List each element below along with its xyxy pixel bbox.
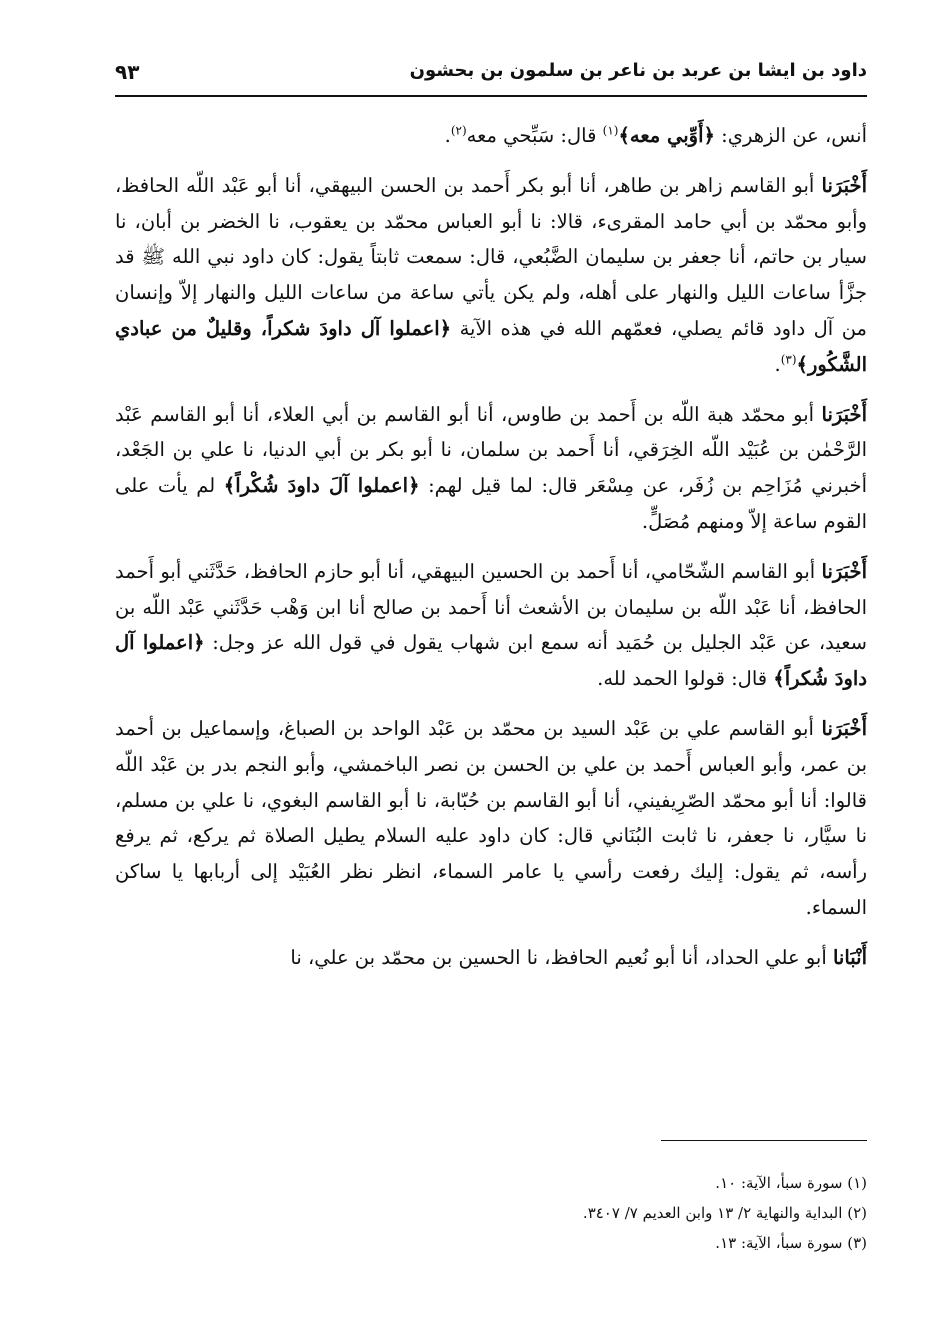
text-run: قال: قولوا الحمد لله. <box>597 667 774 691</box>
paragraph <box>115 554 867 697</box>
text-run: لم يأت على القوم ساعة إلاّ ومنهم مُصَلٍّ. <box>115 474 867 533</box>
text-run: أبو القاسم زاهر بن طاهر، أنا أبو بكر أَحمد بن الحسن البيهقي، أنا أبو عَبْد اللّه الحافظ، وأبو محمّد بن أبي حامد المقرىء، قالا: نا أبو العباس محمّد بن يعقوب، نا الخضر بن أبان، نا سيار بن حاتم، أنا جعفر بن سليمان الضَّبُعي، قال: سمعت ثابتاً يقول: كان داود نبي الله ﷺ قد جزَّأ ساعات الليل والنهار على أهله، ولم يكن يأتي ساعة من ساعات الليل والنهار إلاّ وإنسان من آل داود قائم يصلي، فعمّهم الله في هذه الآية <box>115 173 867 340</box>
text-run: أبو علي الحداد، أنا أبو نُعيم الحافظ، نا الحسين بن محمّد بن علي، نا <box>290 945 833 969</box>
page-number: ٩٣ <box>115 60 140 84</box>
text-run: أبو القاسم الشّحّامي، أنا أَحمد بن الحسين البيهقي، أنا أبو حازم الحافظ، حَدَّثَني أبو أَحمد الحافظ، أنا عَبْد اللّه بن سليمان بن الأشعث أنا أَحمد بن صالح أنا ابن وَهْب حَدَّثَني عَبْد اللّه بن سعيد، عن عَبْد الجليل بن حُمَيد أنه سمع ابن شهاب يقول في قول الله عز وجل: <box>115 559 868 655</box>
footnote <box>115 1228 867 1258</box>
footnote <box>115 1168 867 1198</box>
narration-keyword: أَنْبَانا <box>832 945 867 969</box>
text-run: قال: سَبِّحي معه <box>466 124 603 147</box>
running-header <box>115 52 867 92</box>
paragraph <box>115 711 867 926</box>
footnote-ref: (١) <box>602 123 619 138</box>
footnote <box>115 1198 867 1228</box>
footnote-number: (٣) <box>847 1234 867 1252</box>
text-run: . <box>774 352 781 376</box>
footnote-ref: (٢) <box>450 123 467 138</box>
paragraph <box>115 397 867 540</box>
narration-keyword: أَخْبَرَنا <box>821 402 867 426</box>
header-rule <box>115 95 867 97</box>
footnotes <box>115 1168 867 1258</box>
footnote-number: (١) <box>847 1174 867 1192</box>
footnote-text: سورة سبأ، الآية: ١٠. <box>715 1174 843 1192</box>
narration-keyword: أَخْبَرَنا <box>821 559 867 583</box>
quran-quote: ﴿اعملوا آل داودَ شُكراً﴾ <box>115 631 867 691</box>
narration-keyword: أَخْبَرَنا <box>821 716 867 740</box>
footnote-number: (٢) <box>847 1204 867 1222</box>
paragraph <box>115 168 867 383</box>
quran-quote: ﴿أَوِّبي معه﴾ <box>618 124 715 147</box>
text-run: أنس، عن الزهري: <box>714 124 867 147</box>
text-run: أبو القاسم علي بن عَبْد السيد بن محمّد بن عَبْد الواحد بن الصباغ، وإسماعيل بن أحمد بن عمر، وأبو العباس أَحمد بن علي بن الحسن بن نصر الباخمشي، وأبو النجم بدر بن عَبْد اللّه قالوا: أنا أبو محمّد الصّرِيفيني، أنا أبو القاسم بن حُبّابة، نا أبو القاسم البغوي، نا علي بن مسلم، نا سيَّار، نا جعفر، نا ثابت البُنَاني قال: كان داود عليه السلام يطيل الصلاة ثم يركع، ثم يرفع رأسه، ثم يقول: إليك رفعت رأسي يا عامر السماء، انظر نظر العُبَيْد إلى أربابها يا ساكن السماء. <box>115 716 867 919</box>
text-run: . <box>444 124 451 147</box>
main-text <box>115 118 867 990</box>
text-run: أبو محمّد هبة اللّه بن أَحمد بن طاوس، أنا أبو القاسم بن أبي العلاء، أنا أبو القاسم عَبْد الرَّحْمٰن بن عُبَيْد اللّه الخِرَقي، أنا أَحمد بن سلمان، نا أبو بكر بن أبي الدنيا، نا علي بن الجَعْد، أخبرني مُزَاحِم بن زُفَر، عن مِسْعَر قال: لما قيل لهم: <box>115 402 867 498</box>
quran-quote: ﴿اعملوا آل داودَ شكراً، وقليلٌ من عبادي الشَّكُور﴾ <box>115 316 867 376</box>
paragraph <box>115 940 867 976</box>
footnote-text: سورة سبأ، الآية: ١٣. <box>715 1234 843 1252</box>
narration-keyword: أَخْبَرَنا <box>821 173 867 197</box>
header-title: داود بن ايشا بن عربد بن ناعر بن سلمون بن بحشون <box>409 60 867 81</box>
footnote-rule <box>661 1140 867 1141</box>
quran-quote: ﴿اعملوا آلَ داودَ شُكْراً﴾ <box>223 474 420 498</box>
footnote-text: البداية والنهاية ٢/ ١٣ وابن العديم ٧/ ٣٤٠٧. <box>582 1204 843 1222</box>
footnote-ref: (٣) <box>780 352 797 367</box>
paragraph <box>115 118 867 154</box>
